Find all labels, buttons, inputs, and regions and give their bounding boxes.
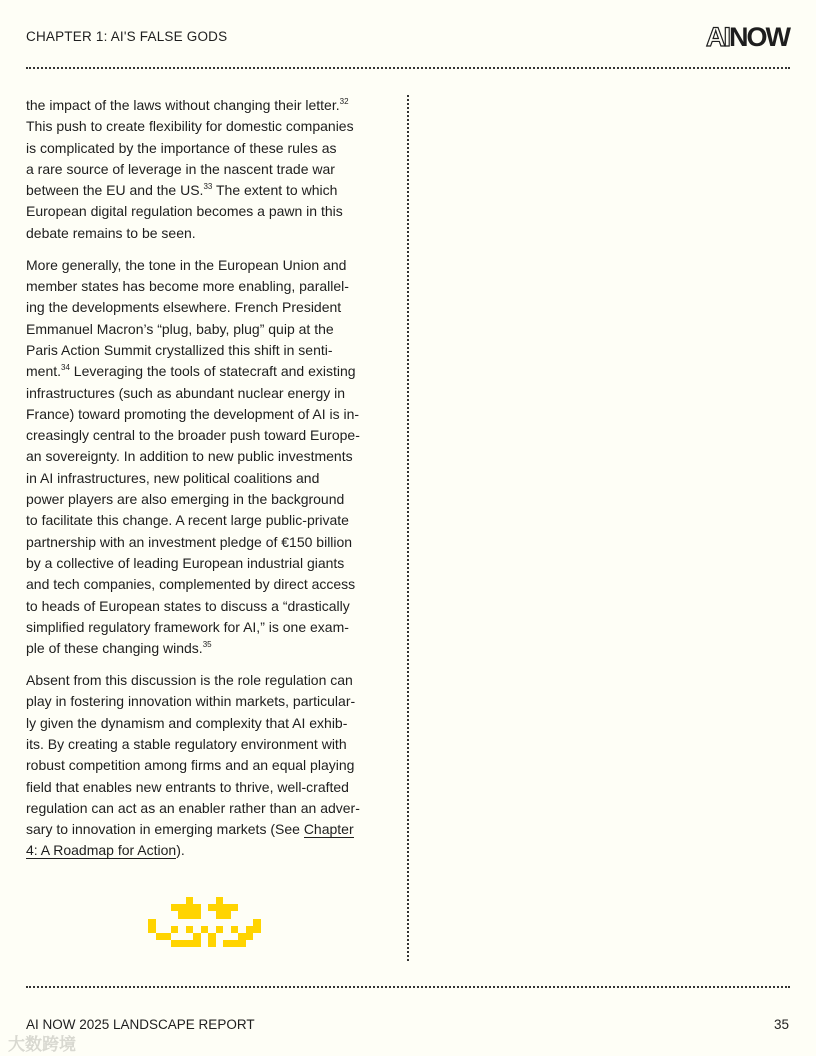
pixel [178, 911, 186, 918]
ainow-logo [706, 22, 789, 53]
body-text [26, 95, 386, 872]
logo-ai: AI [706, 22, 730, 52]
text-line [26, 734, 386, 755]
paragraph [26, 95, 386, 244]
text-run: ple of these changing winds. [26, 640, 203, 657]
text-line [26, 404, 386, 425]
pixel [193, 933, 201, 940]
footnote-ref[interactable]: 32 [339, 97, 349, 106]
footnote-ref[interactable]: 35 [202, 640, 212, 650]
footnote-ref[interactable]: 34 [61, 363, 70, 373]
text-line [26, 446, 386, 467]
pixel [246, 926, 254, 933]
text-line [26, 95, 386, 116]
text-line [26, 297, 386, 318]
pixel [178, 904, 186, 911]
text-run: Leveraging the tools of statecraft and existing [69, 363, 356, 380]
text-run: to heads of European states to discuss a “drastically [26, 597, 350, 614]
pixel [231, 904, 239, 911]
pixel [216, 897, 224, 904]
text-run: sary to innovation in emerging markets (See [26, 821, 304, 838]
text-line [26, 638, 386, 659]
footer-report-title: AI NOW 2025 LANDSCAPE REPORT [26, 1017, 255, 1032]
pixel [171, 940, 179, 947]
text-run: ly given the dynamism and complexity that AI exhib- [26, 714, 348, 731]
pixel [171, 904, 179, 911]
pixel [178, 940, 186, 947]
text-run: an sovereignty. In addition to new public investments [26, 448, 353, 465]
text-run: is complicated by the importance of these rules as [26, 139, 337, 156]
text-run: France) toward promoting the development of AI is in- [26, 405, 360, 422]
text-run: European digital regulation becomes a pawn in this [26, 203, 343, 220]
text-line [26, 840, 386, 861]
text-run: play in fostering innovation within markets, particular- [26, 693, 356, 710]
text-run: and tech companies, complemented by direct access [26, 576, 356, 593]
text-line [26, 180, 386, 201]
pixel [186, 911, 194, 918]
text-line [26, 819, 386, 840]
text-run: field that enables new entrants to thrive, well-crafted [26, 778, 349, 795]
text-run: creasingly central to the broader push toward Europe- [26, 427, 360, 444]
text-line [26, 617, 386, 638]
text-run: member states has become more enabling, parallel- [26, 278, 349, 295]
paragraph [26, 255, 386, 660]
pixel [193, 911, 201, 918]
text-run: debate remains to be seen. [26, 224, 196, 241]
text-run: the impact of the laws without changing their letter. [26, 97, 340, 113]
text-line [26, 713, 386, 734]
pixel [231, 926, 239, 933]
text-run: a rare source of leverage in the nascent trade war [26, 160, 335, 177]
pixel [156, 933, 164, 940]
pixel [216, 911, 224, 918]
pixel [148, 919, 156, 926]
chapter-header: CHAPTER 1: AI'S FALSE GODS [26, 29, 228, 44]
watermark: 大数跨境 [8, 1035, 76, 1054]
text-line [26, 670, 386, 691]
pixel [216, 904, 224, 911]
text-run: by a collective of leading European industrial giants [26, 554, 345, 571]
text-run: infrastructures (such as abundant nuclear energy in [26, 384, 346, 401]
text-line [26, 340, 386, 361]
text-run: Paris Action Summit crystallized this shift in senti- [26, 341, 333, 358]
text-line [26, 755, 386, 776]
text-run: in AI infrastructures, new political coalitions and [26, 469, 320, 486]
text-run: ). [176, 842, 185, 859]
text-run: ing the developments elsewhere. French President [26, 299, 342, 316]
text-line [26, 489, 386, 510]
chapter-4-link[interactable]: Chapter [303, 821, 354, 838]
pixel [148, 926, 156, 933]
pixel [186, 897, 194, 904]
text-line [26, 425, 386, 446]
pixel [223, 911, 231, 918]
pixel [223, 940, 231, 947]
pixel [253, 919, 261, 926]
text-line [26, 532, 386, 553]
text-line [26, 510, 386, 531]
text-line [26, 159, 386, 180]
pixel [201, 926, 209, 933]
pixel [171, 926, 179, 933]
text-line [26, 553, 386, 574]
text-line [26, 383, 386, 404]
text-line [26, 798, 386, 819]
pixel [193, 904, 201, 911]
text-run: between the EU and the US. [26, 182, 204, 199]
text-run: The extent to which [212, 182, 338, 199]
footnote-ref[interactable]: 33 [203, 182, 213, 192]
page-number: 35 [773, 1017, 789, 1032]
text-run: Absent from this discussion is the role regulation can [26, 672, 353, 689]
text-line [26, 596, 386, 617]
text-line [26, 319, 386, 340]
pixel [246, 933, 254, 940]
column-divider [407, 95, 409, 961]
pixel [208, 933, 216, 940]
text-run: to facilitate this change. A recent large public-private [26, 512, 349, 529]
pixel [208, 904, 216, 911]
pixel [238, 933, 246, 940]
text-line [26, 777, 386, 798]
pixel [238, 940, 246, 947]
pixel [253, 926, 261, 933]
text-line [26, 116, 386, 137]
pixel [186, 926, 194, 933]
pixel [186, 904, 194, 911]
pixel [208, 940, 216, 947]
footer-divider [26, 986, 790, 988]
paragraph [26, 670, 386, 862]
text-line [26, 361, 386, 382]
text-run: regulation can act as an enabler rather than an adver- [26, 799, 360, 816]
pixel [163, 933, 171, 940]
pixel [231, 940, 239, 947]
text-line [26, 468, 386, 489]
text-line [26, 691, 386, 712]
chapter-4-link[interactable]: 4: A Roadmap for Action [26, 842, 177, 859]
pixel [216, 926, 224, 933]
text-run: simplified regulatory framework for AI,” is one exam- [26, 618, 349, 635]
text-run: ment. [26, 363, 62, 380]
text-line [26, 255, 386, 276]
pixel [186, 940, 194, 947]
text-run: Emmanuel Macron’s “plug, baby, plug” quip at the [26, 320, 334, 337]
text-line [26, 574, 386, 595]
text-line [26, 201, 386, 222]
pixel [223, 904, 231, 911]
text-run: its. By creating a stable regulatory environment with [26, 735, 347, 752]
text-run: This push to create flexibility for domestic companies [26, 118, 354, 135]
logo-now: NOW [729, 22, 789, 52]
text-run: More generally, the tone in the European Union and [26, 256, 347, 273]
pixel [193, 940, 201, 947]
text-run: power players are also emerging in the background [26, 491, 345, 508]
text-line [26, 223, 386, 244]
text-line [26, 138, 386, 159]
text-run: robust competition among firms and an equal playing [26, 757, 355, 774]
text-line [26, 276, 386, 297]
text-run: partnership with an investment pledge of €150 billion [26, 533, 353, 550]
header-divider [26, 67, 790, 69]
